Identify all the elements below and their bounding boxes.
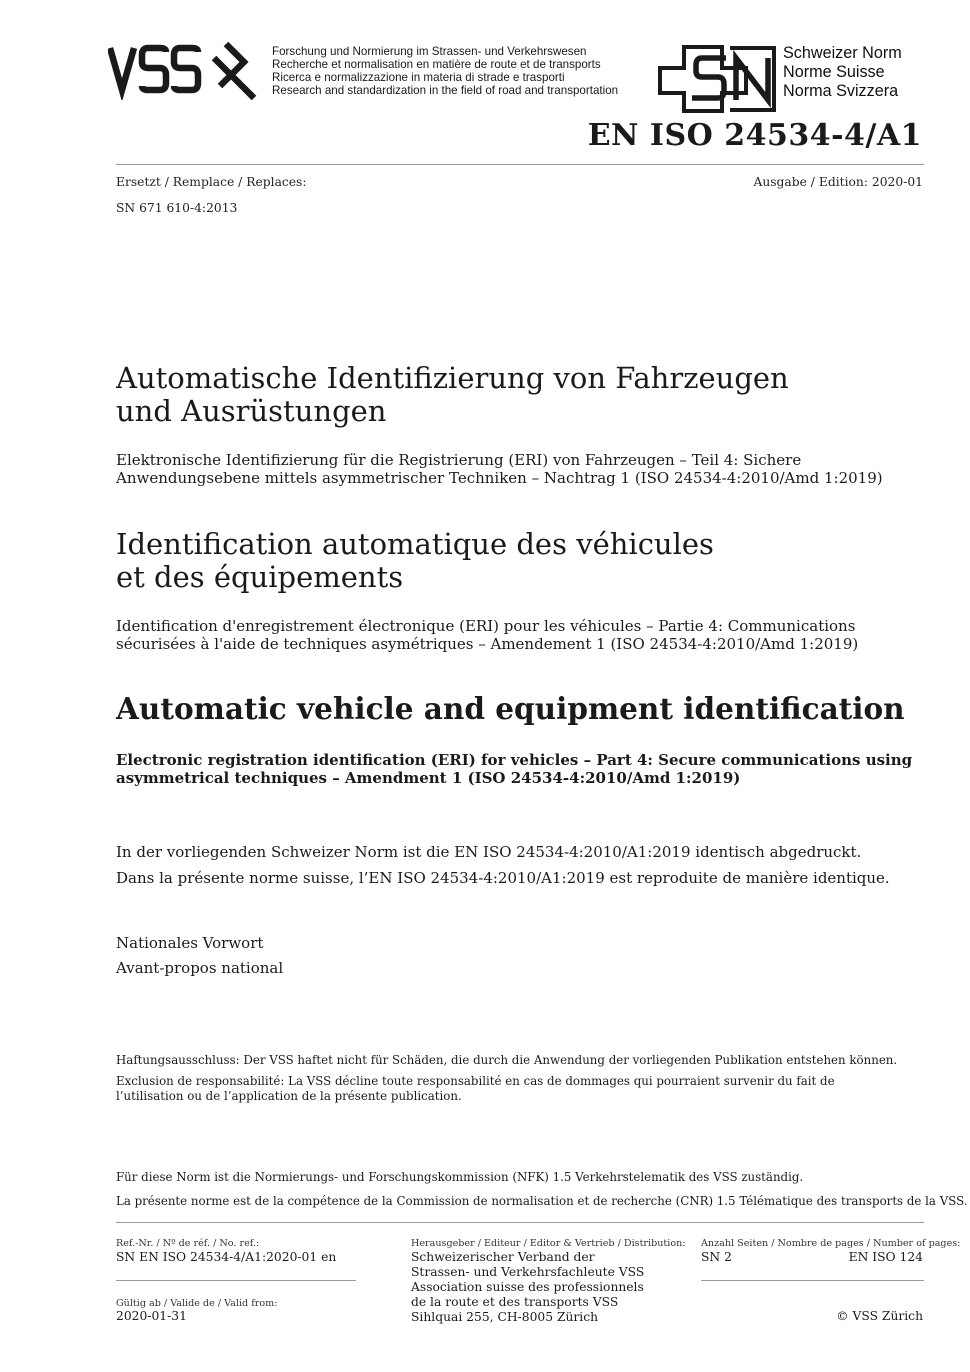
vss-tagline-line: Forschung und Normierung im Strassen- und Verkehrswesen <box>272 45 587 58</box>
title-english: Automatic vehicle and equipment identification <box>116 691 905 726</box>
footer-column-divider <box>116 1280 356 1281</box>
subtitle-german: Elektronische Identifizierung für die Registrierung (ERI) von Fahrzeugen – Teil 4: Sichere Anwendungsebene mittels asymmetrischer Techniken – Nachtrag 1 (ISO 24534-4:2010/Amd 1:2019) <box>116 451 883 487</box>
title-german-line: und Ausrüstungen <box>116 394 387 428</box>
pages-en-value: EN ISO 124 <box>848 1250 923 1264</box>
title-french-line: et des équipements <box>116 560 404 594</box>
copyright-text: © VSS Zürich <box>836 1309 923 1323</box>
pages-sn <box>701 1250 732 1265</box>
committee-french: La présente norme est de la compétence de la Commission de normalisation et de recherche (CNR) 1.5 Télématique des transports de la VSS. <box>116 1194 968 1208</box>
swiss-norm-label <box>783 44 902 101</box>
footer-divider <box>116 1222 924 1223</box>
edition-label: Ausgabe / Edition: 2020-01 <box>753 175 923 189</box>
valid-from-value <box>116 1309 187 1324</box>
publisher-label: Herausgeber / Editeur / Editor & Vertrieb / Distribution: <box>411 1238 686 1249</box>
publisher-line: Association suisse des professionnels <box>411 1280 644 1294</box>
subtitle-french: Identification d'enregistrement électronique (ERI) pour les véhicules – Partie 4: Communications sécurisées à l'aide de techniques asymétriques – Amendement 1 (ISO 24534-4:2010/Amd 1:2019) <box>116 617 859 653</box>
standard-number: EN ISO 24534-4/A1 <box>587 118 922 153</box>
publisher-line: Sihlquai 255, CH-8005 Zürich <box>411 1310 599 1324</box>
identity-statement-german: In der vorliegenden Schweizer Norm ist die EN ISO 24534-4:2010/A1:2019 identisch abgedruckt. <box>116 843 862 861</box>
disclaimer-german: Haftungsausschluss: Der VSS haftet nicht für Schäden, die durch die Anwendung der vorliegenden Publikation entstehen können. <box>116 1053 898 1067</box>
identity-statement-french: Dans la présente norme suisse, l’EN ISO 24534-4:2010/A1:2019 est reproduite de manière identique. <box>116 869 890 887</box>
valid-from-date: 2020-01-31 <box>116 1309 187 1323</box>
footer-column-divider <box>701 1280 924 1281</box>
header-divider <box>116 164 924 165</box>
reference-number: SN EN ISO 24534-4/A1:2020-01 en <box>116 1250 337 1264</box>
vss-tagline <box>272 45 618 97</box>
publisher-line: Strassen- und Verkehrsfachleute VSS <box>411 1265 645 1279</box>
subtitle-english: Electronic registration identification (ERI) for vehicles – Part 4: Secure communications using asymmetrical techniques – Amendment 1 (ISO 24534-4:2010/Amd 1:2019) <box>116 751 913 787</box>
pages-sn-value: SN 2 <box>701 1250 732 1264</box>
publisher-address <box>411 1250 644 1325</box>
reference-value <box>116 1250 336 1265</box>
publisher-line: de la route et des transports VSS <box>411 1295 619 1309</box>
sn-logo <box>656 44 778 114</box>
vss-tagline-line: Research and standardization in the field of road and transportation <box>272 84 619 97</box>
title-german-line: Automatische Identifizierung von Fahrzeugen <box>116 361 789 395</box>
pages-en <box>849 1250 923 1265</box>
reference-label: Ref.-Nr. / Nº de réf. / No. ref.: <box>116 1238 260 1249</box>
replaced-standard: SN 671 610-4:2013 <box>116 201 238 215</box>
title-german <box>116 362 876 428</box>
swiss-norm-line: Norma Svizzera <box>783 82 899 100</box>
national-foreword-german: Nationales Vorwort <box>116 934 264 952</box>
title-french <box>116 528 876 594</box>
disclaimer-french: Exclusion de responsabilité: La VSS décline toute responsabilité en cas de dommages qui pourraient survenir du fait de l’utilisation ou de l’application de la présente publication. <box>116 1074 835 1103</box>
swiss-norm-line: Norme Suisse <box>783 63 885 81</box>
replaces-label: Ersetzt / Remplace / Replaces: <box>116 175 307 189</box>
publisher-line: Schweizerischer Verband der <box>411 1250 595 1264</box>
copyright <box>836 1309 923 1324</box>
vss-tagline-line: Ricerca e normalizzazione in materia di strade e trasporti <box>272 71 565 84</box>
valid-from-label: Gültig ab / Valide de / Valid from: <box>116 1298 278 1309</box>
committee-german: Für diese Norm ist die Normierungs- und Forschungskommission (NFK) 1.5 Verkehrstelematik des VSS zuständig. <box>116 1170 804 1184</box>
pages-label: Anzahl Seiten / Nombre de pages / Number of pages: <box>701 1238 961 1249</box>
title-french-line: Identification automatique des véhicules <box>116 527 714 561</box>
national-foreword-french: Avant-propos national <box>116 959 284 977</box>
vss-logo <box>108 40 266 100</box>
vss-tagline-line: Recherche et normalisation en matière de route et de transports <box>272 58 601 71</box>
swiss-norm-line: Schweizer Norm <box>783 44 902 62</box>
